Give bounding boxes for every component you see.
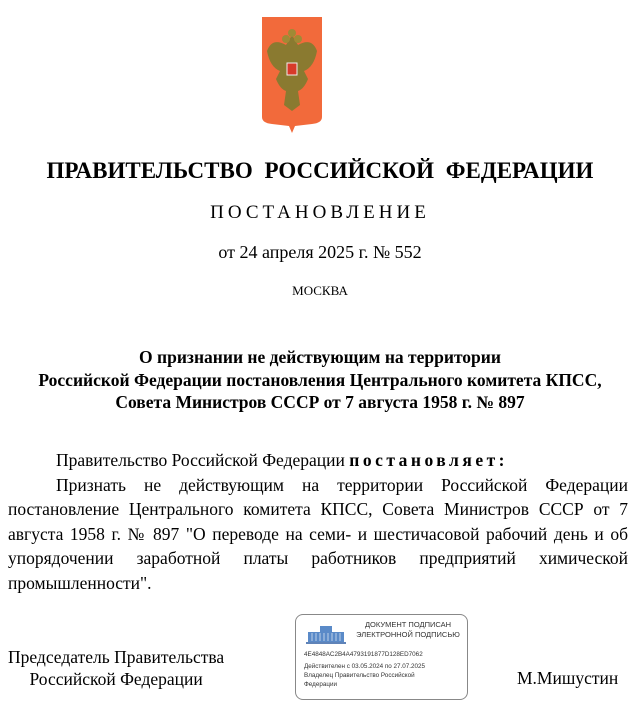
signatory-name: М.Мишустин bbox=[517, 668, 619, 688]
subject-line: Российской Федерации постановления Центрального комитета КПСС, bbox=[38, 369, 602, 390]
subject-line: Совета Министров СССР от 7 августа 1958 г. № 897 bbox=[115, 392, 525, 412]
resolution-text: Признать не действующим на территории Российской Федерации постановление Центрального комитета КПСС, Совета Министров СССР от 7 августа 1958 г. № 897 "О переводе на семи- и шестичасовой рабочий день и об упорядочении заработной платы работников предприятий химической промышленности". bbox=[8, 474, 628, 593]
document-subject bbox=[0, 346, 640, 414]
certificate-number: 4E4848AC2B4A4793191877D128ED7062 bbox=[304, 651, 423, 658]
document-body bbox=[8, 448, 628, 595]
position-line: Российской Федерации bbox=[29, 669, 203, 689]
stamp-title bbox=[354, 620, 462, 640]
city: МОСКВА bbox=[292, 283, 348, 298]
government-building-icon bbox=[306, 624, 346, 644]
government-title: ПРАВИТЕЛЬСТВО РОССИЙСКОЙ ФЕДЕРАЦИИ bbox=[46, 158, 594, 183]
stamp-title-line: ДОКУМЕНТ ПОДПИСАН bbox=[364, 620, 452, 629]
certificate-owner-cont: Федерации bbox=[304, 681, 337, 688]
certificate-owner: Владелец Правительство Российской bbox=[304, 672, 415, 679]
document-type: ПОСТАНОВЛЕНИЕ bbox=[210, 202, 430, 223]
electronic-signature-stamp bbox=[295, 614, 468, 700]
document-date-number: от 24 апреля 2025 г. № 552 bbox=[218, 242, 422, 262]
signatory-position bbox=[8, 646, 224, 690]
stamp-title-line: ЭЛЕКТРОННОЙ ПОДПИСЬЮ bbox=[356, 630, 460, 639]
subject-line: О признании не действующим на территории bbox=[139, 347, 501, 367]
intro-text: Правительство Российской Федерации bbox=[56, 450, 350, 470]
position-line: Председатель Правительства bbox=[8, 647, 225, 667]
coat-of-arms-emblem bbox=[262, 17, 322, 133]
resolution-intro bbox=[8, 448, 628, 473]
validity-period: Действителен с 03.05.2024 по 27.07.2025 bbox=[304, 663, 426, 670]
resolves-word: постановляет: bbox=[349, 450, 509, 470]
